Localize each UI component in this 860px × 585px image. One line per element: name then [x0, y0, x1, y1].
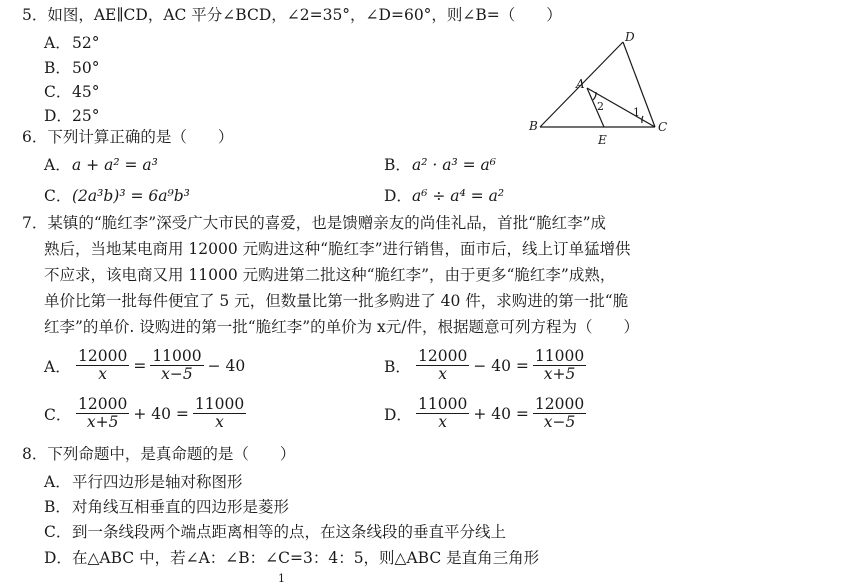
- q7-option-b-fraction-2: [533, 348, 586, 384]
- q5-option-d-label: D．: [44, 107, 72, 125]
- point-a-label: A: [576, 77, 585, 91]
- q7-option-b[interactable]: [384, 348, 588, 384]
- point-e-label: E: [598, 133, 607, 147]
- q7-option-c-fraction-2: [193, 396, 246, 432]
- q6-option-d-text: a⁶ ÷ a⁴ = a²: [412, 187, 505, 205]
- q5-option-a-label: A．: [44, 34, 71, 52]
- angle-2-label: 2: [597, 100, 604, 113]
- q5-option-c[interactable]: [44, 80, 99, 102]
- q6-option-b-label: B．: [384, 156, 411, 174]
- q7-option-d-operator: + 40 =: [473, 404, 529, 423]
- numerator: 12000: [78, 395, 128, 413]
- numerator: 11000: [194, 395, 245, 413]
- denominator: x: [215, 413, 224, 432]
- q7-option-a[interactable]: [44, 348, 245, 384]
- q7-option-a-tail: − 40: [207, 356, 246, 375]
- q8-option-b-text: 对角线互相垂直的四边形是菱形: [72, 498, 290, 516]
- q7-option-b-fraction-1: [416, 348, 469, 384]
- q5-option-c-text: 45°: [72, 83, 100, 101]
- q7-option-c-label: C．: [44, 405, 72, 424]
- q8-option-c[interactable]: [44, 520, 506, 542]
- q6-option-b-text: a² · a³ = a⁶: [412, 156, 496, 174]
- q5-option-a-text: 52°: [72, 34, 100, 52]
- q5-option-d[interactable]: [44, 104, 99, 126]
- q7-option-a-fraction-1: [76, 348, 129, 384]
- q7-option-c-operator: + 40 =: [133, 404, 189, 423]
- angle-2-arc: [593, 92, 596, 100]
- q7-option-c[interactable]: [44, 396, 248, 432]
- angle-1-label: 1: [633, 106, 640, 119]
- q5-option-c-label: C．: [44, 83, 72, 101]
- q5-stem: 5．如图，AE∥CD，AC 平分∠BCD，∠2=35°，∠D=60°，则∠B=（ ）: [22, 6, 562, 24]
- q7-stem-line-4: 单价比第一批每件便宜了 5 元，但数量比第一批多购进了 40 件，求购进的第一批“脆: [44, 292, 629, 310]
- q7-option-d-fraction-1: [416, 396, 469, 432]
- q6-option-b[interactable]: [384, 153, 496, 175]
- q7-option-d-label: D．: [384, 405, 412, 424]
- q8-option-c-text: 到一条线段两个端点距离相等的点，在这条线段的垂直平分线上: [72, 523, 507, 541]
- q7-stem-line-3: 不应求，该电商又用 11000 元购进第二批这种“脆红李”，由于更多“脆红李”成熟，: [44, 266, 616, 284]
- q8-stem: 8．下列命题中，是真命题的是（ ）: [22, 445, 296, 463]
- q6-stem: 6．下列计算正确的是（ ）: [22, 128, 234, 146]
- numerator: 11000: [152, 347, 202, 365]
- q7-option-c-fraction-1: [76, 396, 129, 432]
- numerator: 12000: [78, 347, 128, 365]
- numerator: 11000: [418, 395, 468, 413]
- denominator: x−5: [543, 413, 576, 432]
- denominator: x: [98, 365, 108, 384]
- q7-option-b-label: B．: [384, 357, 411, 376]
- q7-stem-line-5: 红李”的单价. 设购进的第一批“脆红李”的单价为 x元/件，根据题意可列方程为（ ）: [44, 318, 640, 336]
- q7-option-a-label: A．: [44, 357, 71, 376]
- q6-option-c-text: (2a³b)³ = 6a⁹b³: [72, 187, 190, 205]
- q5-geometry-figure: [525, 30, 675, 150]
- q6-option-a-label: A．: [44, 156, 71, 174]
- denominator: x: [438, 413, 448, 432]
- q6-option-c-label: C．: [44, 187, 72, 205]
- q5-option-b[interactable]: [44, 56, 99, 78]
- q5-option-b-text: 50°: [72, 59, 100, 77]
- q8-option-d-text: 在△ABC 中，若∠A：∠B：∠C=3：4：5，则△ABC 是直角三角形: [72, 549, 540, 567]
- numerator: 12000: [534, 395, 585, 413]
- q7-stem-line-2: 熟后，当地某电商用 12000 元购进这种“脆红李”进行销售，面市后，线上订单猛增供: [44, 240, 631, 258]
- q7-stem-line-1: 7．某镇的“脆红李”深受广大市民的喜爱，也是馈赠亲友的尚佳礼品，首批“脆红李”成: [22, 214, 607, 232]
- q5-option-b-label: B．: [44, 59, 71, 77]
- q7-option-b-operator: − 40 =: [473, 356, 529, 375]
- q6-option-a-text: a + a² = a³: [72, 156, 158, 174]
- q8-option-d[interactable]: [44, 546, 539, 568]
- denominator: x: [438, 365, 448, 384]
- page-number: 1: [278, 572, 285, 585]
- q7-option-a-fraction-2: [150, 348, 203, 384]
- q7-option-d-fraction-2: [533, 396, 586, 432]
- q8-option-a-label: A．: [44, 473, 71, 491]
- point-c-label: C: [658, 120, 668, 134]
- point-b-label: B: [529, 119, 538, 133]
- point-d-label: D: [625, 30, 635, 44]
- q8-option-c-label: C．: [44, 523, 72, 541]
- q8-option-b-label: B．: [44, 498, 71, 516]
- q7-option-d[interactable]: [384, 396, 588, 432]
- q5-option-a[interactable]: [44, 31, 99, 53]
- q8-option-b[interactable]: [44, 495, 289, 517]
- denominator: x+5: [86, 413, 119, 432]
- numerator: 12000: [418, 347, 468, 365]
- q8-option-d-label: D．: [44, 549, 72, 567]
- numerator: 11000: [534, 347, 585, 365]
- q6-option-c[interactable]: [44, 184, 190, 206]
- q5-option-d-text: 25°: [72, 107, 100, 125]
- q6-option-a[interactable]: [44, 153, 158, 175]
- denominator: x+5: [543, 365, 576, 384]
- q6-option-d[interactable]: [384, 184, 504, 206]
- q7-option-a-operator: =: [133, 356, 147, 375]
- q6-option-d-label: D．: [384, 187, 412, 205]
- denominator: x−5: [161, 365, 193, 384]
- q8-option-a[interactable]: [44, 470, 243, 492]
- q8-option-a-text: 平行四边形是轴对称图形: [72, 473, 243, 491]
